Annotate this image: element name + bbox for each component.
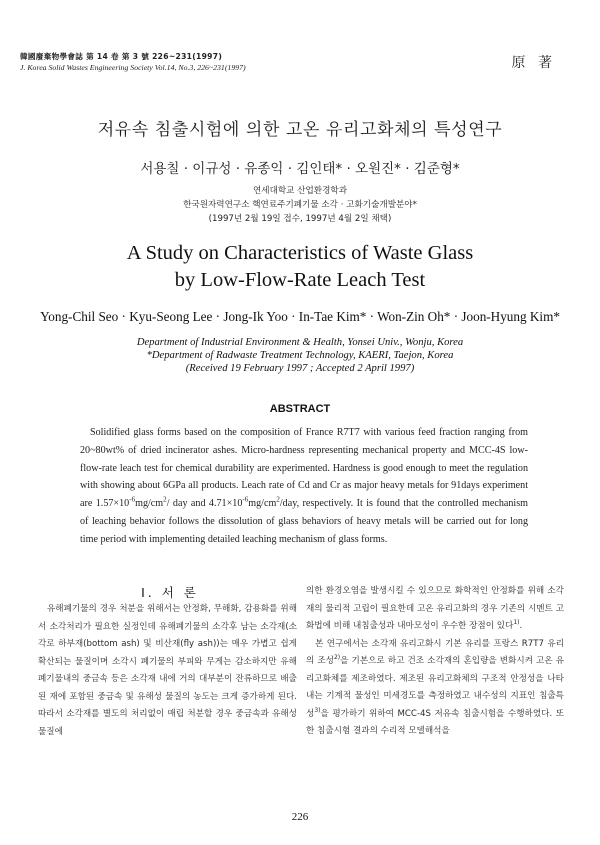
- right-text-2a: 본 연구에서는 소각재 유리고화시 기본 유리를 프랑스 R7T7 유리의 조성: [306, 638, 564, 666]
- right-text-2c: 을 평가하기 위하여 MCC-4S 저유속 침출시험을 수행하였다. 또한 침출시험 결과의 수리적 모델해석을: [306, 708, 564, 736]
- abstract-text-2: mg/cm: [135, 498, 164, 510]
- english-affiliation-1: Department of Industrial Environment & Health, Yonsei Univ., Wonju, Korea: [136, 337, 464, 348]
- citation-3: 3): [314, 706, 321, 714]
- abstract-paragraph: [80, 424, 528, 549]
- korean-title: 저유속 침출시험에 의한 고온 유리고화체의 특성연구: [97, 120, 503, 140]
- korean-affiliation-2: 한국원자력연구소 핵연료주기폐기물 소각 · 고화기술개발분야*: [183, 200, 417, 210]
- english-title-line-2: by Low-Flow-Rate Leach Test: [174, 269, 426, 291]
- korean-received-dates: (1997년 2월 19일 접수, 1997년 4월 2일 채택): [208, 214, 392, 224]
- english-affiliations: [0, 336, 600, 375]
- abstract-exponent-4: 2: [276, 495, 280, 504]
- abstract-exponent-2: 2: [163, 495, 167, 504]
- journal-english-line: J. Korea Solid Wastes Engineering Society Vol.14, No.3, 226~231(1997): [20, 63, 246, 72]
- abstract-body: [80, 424, 528, 549]
- right-column-paragraph-2: [306, 636, 564, 741]
- introduction-heading: Ⅰ. 서 론: [141, 585, 199, 600]
- page-number: 226: [291, 811, 309, 823]
- right-column-paragraph-1: [306, 583, 564, 636]
- korean-authors: 서용칠 · 이규성 · 유종익 · 김인태* · 오원진* · 김준형*: [140, 161, 460, 177]
- abstract-text-5: /day, respectively. It is found that the controlled mechanism of leaching behavior follows the dissolution of glass behaviors of heavy metals will be carried out for long time period with implementing detailed leaching mechanism of glass forms.: [80, 498, 528, 545]
- journal-header: [20, 51, 400, 73]
- citation-2: 2): [333, 654, 341, 662]
- english-title-line-1: A Study on Characteristics of Waste Glass: [126, 242, 474, 264]
- right-text-2b: 을 기본으로 하고 건조 소각재의 혼입량을 변화시켜 고온 유리고화체를 제조하였다. 제조된 유리고화체의 구조적 안정성을 나타내는 기계적 물성인 미세경도를 측정하였고 내수성의 지표인 침출특성: [306, 656, 565, 719]
- english-received-dates: (Received 19 February 1997 ; Accepted 2 April 1997): [185, 363, 415, 374]
- korean-affiliations: [0, 184, 600, 226]
- left-column-paragraph: 유해폐기물의 경우 처분을 위해서는 안정화, 무해화, 감용화를 위해서 소각처리가 필요한 실정인데 유해폐기물의 소각후 남는 소각재(소각로 하부재(bottom ash) 및 비산재(fly ash))는 매우 가볍고 쉽게 확산되는 물질이며 소각시 폐기물의 부피와 무게는 감소하지만 유해폐기물내의 중금속 등은 소각재 내에 거의 대부분이 잔류하므로 배출된 재에 포함된 중금속 및 유해성 물질의 농도는 크게 증가하게 된다. 따라서 소각재를 별도의 처리없이 매립 처분할 경우 중금속과 유해성물질에: [38, 604, 297, 737]
- english-title: [0, 240, 600, 294]
- article-category: 原 著: [511, 55, 556, 71]
- abstract-exponent-3: -6: [242, 495, 249, 504]
- abstract-text-1: Solidified glass forms based on the composition of France R7T7 with various feed fraction ranging from 20~80wt% of dried incinerator ashes. Micro-hardness representing mechanical property and MCC-4S low-flow-rate leach test for chemical durability are experimented. Hardness is good enough to meet the regulation with showing about 6GPa all products. Leach rate of Cd and Cr as major heavy metals for 91days experiment are 1.57×10: [80, 427, 528, 510]
- english-affiliation-2: *Department of Radwaste Treatment Technology, KAERI, Taejon, Korea: [146, 350, 454, 361]
- right-text-1a: 의한 환경오염을 발생시킬 수 있으므로 화학적인 안정화를 위해 소각재의 물리적 고립이 필요한데 고온 유리고화의 경우 기존의 시멘트 고화법에 비해 내침출성과 내마모성이 우수한 장점이 있다: [306, 586, 564, 631]
- left-column: [38, 601, 297, 741]
- citation-1: 1): [513, 619, 520, 627]
- right-column: [306, 583, 564, 741]
- abstract-exponent-1: -6: [129, 495, 136, 504]
- abstract-text-4: mg/cm: [248, 498, 277, 510]
- korean-affiliation-1: 연세대학교 산업환경학과: [252, 186, 348, 196]
- english-authors: Yong-Chil Seo · Kyu-Seong Lee · Jong-Ik Yoo · In-Tae Kim* · Won-Zin Oh* · Joon-Hyung Kim*: [40, 309, 560, 324]
- journal-korean-line: 韓國廢棄物學會誌 第 14 卷 第 3 號 226~231(1997): [20, 52, 223, 61]
- abstract-heading: ABSTRACT: [269, 403, 331, 415]
- abstract-text-3: / day and 4.71×10: [166, 498, 243, 510]
- right-text-1b: .: [519, 621, 523, 631]
